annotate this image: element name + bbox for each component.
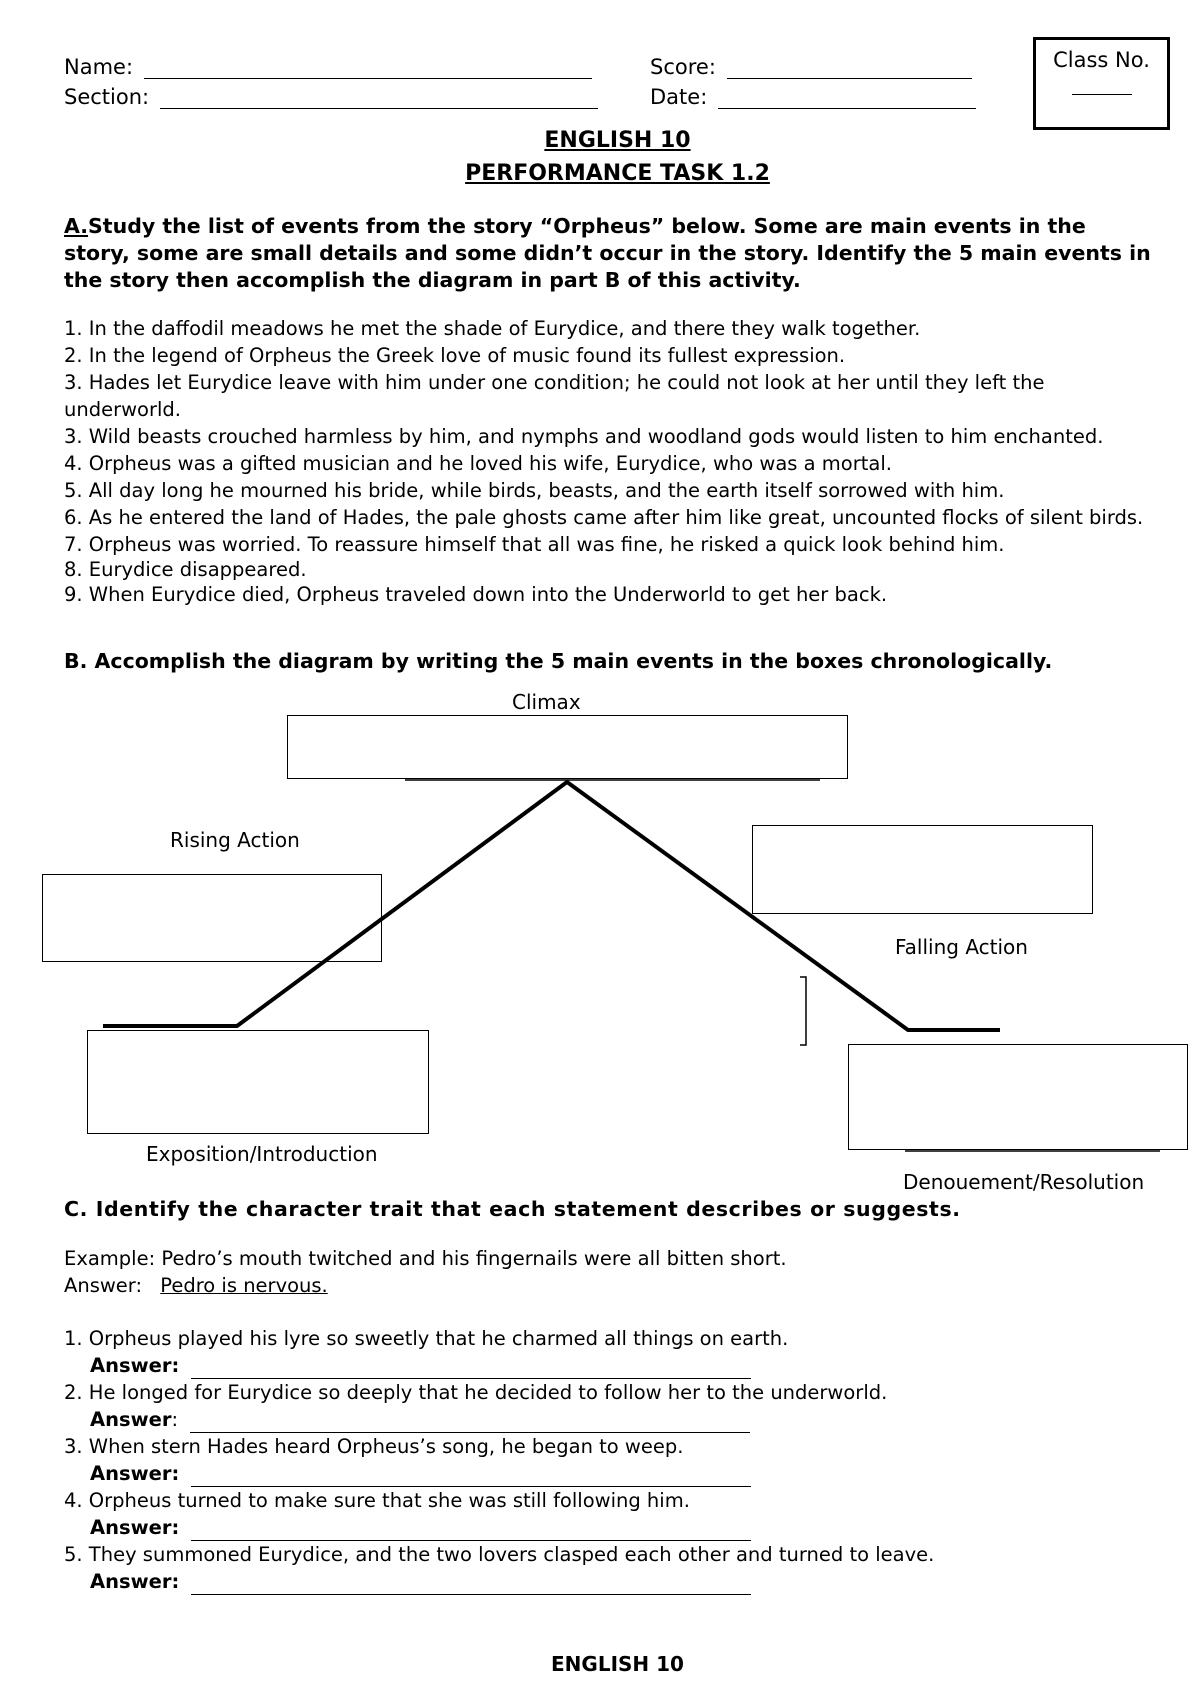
question-2: 2. He longed for Eurydice so deeply that he decided to follow her to the underworld. [64,1381,888,1404]
answer-row-1 [64,1352,1154,1379]
falling-action-label: Falling Action [895,935,1028,959]
climax-label: Climax [512,690,581,714]
rising-action-box[interactable] [42,874,382,962]
list-item: 9. When Eurydice died, Orpheus traveled down into the Underworld to get her back. [64,583,888,606]
list-item: 4. Orpheus was a gifted musician and he loved his wife, Eurydice, who was a mortal. [64,452,892,475]
part-c-example [64,1245,1154,1299]
answer-row-5 [64,1568,1154,1595]
answer-colon: : [171,1354,180,1377]
list-item: 7. Orpheus was worried. To reassure himself that all was fine, he risked a quick look behind him. [64,533,1005,556]
bracket-mark [800,977,806,1045]
example-text: Pedro’s mouth twitched and his fingernails were all bitten short. [161,1247,787,1270]
exposition-box[interactable] [87,1030,429,1134]
answer-label: Answer [90,1408,172,1431]
list-item: 3. Hades let Eurydice leave with him under one condition; he could not look at her until they left the underworld. [64,371,1045,421]
answer-colon: : [171,1408,179,1431]
class-no-label: Class No. [1053,48,1150,72]
denouement-box[interactable] [848,1044,1188,1150]
answer-colon: : [171,1462,180,1485]
course-title: ENGLISH 10 [544,128,691,153]
list-item: 6. As he entered the land of Hades, the pale ghosts came after him like great, uncounted flocks of silent birds. [64,506,1144,529]
part-a-text: Study the list of events from the story “Orpheus” below. Some are main events in the story, some are small details and some didn’t occur in the story. Identify the 5 main events in the story then accomplish the diagram in part B of this activity. [64,214,1151,292]
question-3: 3. When stern Hades heard Orpheus’s song, he began to weep. [64,1435,684,1458]
part-c-questions [64,1325,1154,1595]
example-statement [64,1245,1154,1272]
rising-action-label: Rising Action [170,828,300,852]
part-c-instruction: C. Identify the character trait that each statement describes or suggests. [64,1197,961,1221]
question-1: 1. Orpheus played his lyre so sweetly that he charmed all things on earth. [64,1327,789,1350]
answer-label: Answer [90,1516,172,1539]
example-answer-label: Answer: [64,1274,143,1297]
list-item: 1. In the daffodil meadows he met the shade of Eurydice, and there they walk together. [64,317,921,340]
answer-label: Answer [90,1462,172,1485]
answer-line-2[interactable] [190,1413,750,1433]
part-a-letter: A. [64,214,89,238]
list-item: 2. In the legend of Orpheus the Greek love of music found its fullest expression. [64,344,846,367]
date-label: Date: [650,85,708,109]
answer-label: Answer [90,1570,172,1593]
falling-action-box[interactable] [752,825,1093,914]
answer-row-2 [64,1406,1154,1433]
answer-colon: : [171,1516,180,1539]
answer-line-4[interactable] [191,1521,751,1541]
part-b-instruction: B. Accomplish the diagram by writing the 5 main events in the boxes chronologically. [64,649,1053,673]
list-item: 8. Eurydice disappeared. [64,558,307,581]
climax-box[interactable] [287,715,848,779]
score-label: Score: [650,55,716,79]
page-footer: ENGLISH 10 [551,1652,684,1676]
section-label: Section: [64,85,150,109]
answer-colon: : [171,1570,180,1593]
exposition-label: Exposition/Introduction [146,1142,378,1166]
example-label: Example: [64,1247,156,1270]
question-4: 4. Orpheus turned to make sure that she was still following him. [64,1489,690,1512]
denouement-label: Denouement/Resolution [903,1170,1145,1194]
answer-label: Answer [90,1354,172,1377]
answer-line-3[interactable] [191,1467,751,1487]
example-answer: Pedro is nervous. [160,1274,328,1297]
list-item: 3. Wild beasts crouched harmless by him, and nymphs and woodland gods would listen to him enchanted. [64,425,1104,448]
task-title: PERFORMANCE TASK 1.2 [465,161,770,186]
name-label: Name: [64,55,134,79]
answer-line-5[interactable] [191,1575,751,1595]
answer-row-4 [64,1514,1154,1541]
example-answer-row [64,1272,1154,1299]
list-item: 5. All day long he mourned his bride, while birds, beasts, and the earth itself sorrowed with him. [64,479,1005,502]
question-5: 5. They summoned Eurydice, and the two lovers clasped each other and turned to leave. [64,1543,935,1566]
answer-line-1[interactable] [191,1359,751,1379]
answer-row-3 [64,1460,1154,1487]
